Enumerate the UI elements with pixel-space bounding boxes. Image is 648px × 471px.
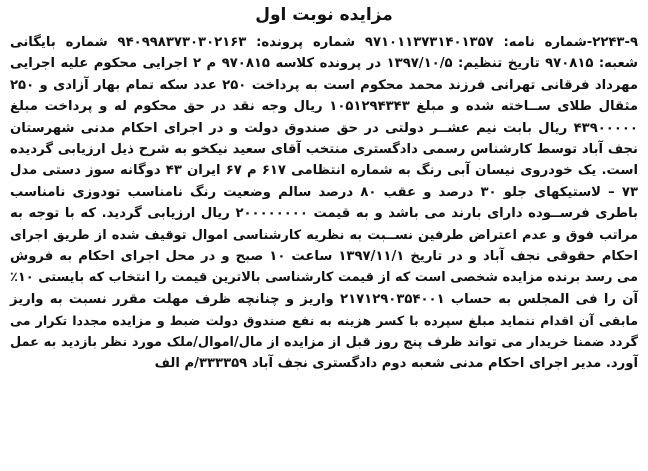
notice-line: مثقال طلای ســاخته شده و مبلغ ۱۰۵۱۲۹۴۳۴۳ ریال وجه نقد در حق محکوم له و پرداخت مبلغ	[10, 99, 638, 115]
notice-line: ۲۲۴۳-۹-شماره نامه: ۹۷۱۰۱۱۳۷۳۱۴۰۱۳۵۷ شماره پرونده: ۹۴۰۹۹۸۳۷۳۰۳۰۲۱۶۳ شماره بایگانی	[10, 35, 638, 50]
notice-line: شعبه: ۹۷۰۸۱۵ تاریخ تنظیم: ۱۳۹۷/۱۰/۵ در پرونده کلاسه ۹۷۰۸۱۵ م ۲ اجرایی محکوم علیه اجرایی	[10, 56, 638, 72]
notice-line: می رسد برنده مزایده شخصی است که از قیمت کارشناسی بالاترین قیمت را انتخاب که بایستی ۱۰٪	[10, 270, 638, 286]
notice-body	[10, 32, 638, 375]
notice-line: مراتب فوق و عدم اعتراض طرفین نســبت به نظریه کارشناسی اموال توقیف شده از طریق اجرای	[10, 227, 638, 243]
notice-line: مهرداد فرقانی تهرانی فرزند محمد محکوم است به پرداخت ۲۵۰ عدد سکه تمام بهار آزادی و ۲۵۰	[10, 77, 638, 93]
notice-line: ۷۳ – لاستیکهای جلو ۳۰ درصد و عقب ۸۰ درصد سالم وضعیت رنگ نامناسب تودوزی نامناسب	[10, 184, 638, 200]
notice-line: ۴۳۹۰۰۰۰۰ ریال بابت نیم عشــر دولتی در حق صندوق دولت و در اجرای احکام مدنی شهرستان	[10, 120, 638, 136]
notice-line-signature: آورد. مدیر اجرای احکام مدنی شعبه دوم دادگستری نجف آباد ۳۳۳۳۵۹/م الف	[154, 356, 638, 372]
notice-line: باطری فرســوده دارای بارند می باشد و به قیمت ۲۰۰۰۰۰۰۰۰ ریال ارزیابی گردید. که با توجه به	[10, 206, 639, 222]
notice-title: مزایده نوبت اول	[255, 5, 393, 25]
notice-line: احکام حقوقی نجف آباد و در تاریخ ۱۳۹۷/۱۱/۱ ساعت ۱۰ صبح و در محل اجرای احکام به فروش	[10, 249, 638, 265]
notice-line: آن را فی المجلس به حساب ۲۱۷۱۲۹۰۳۵۴۰۰۱ واریز و چنانچه ظرف مهلت مقرر نسبت به واریز	[10, 291, 638, 307]
notice-line: است. یک خودروی نیسان آبی رنگ به شماره انتظامی ۶۱۷ م ۶۷ ایران ۴۳ دوگانه سوز دستی مدل	[10, 163, 638, 179]
notice-line: نجف آباد توسط کارشناس رسمی دادگستری منتخب آقای سعید نیکخو به شرح ذیل ارزیابی گردیده	[10, 142, 638, 158]
notice-line: مابقی آن اقدام ننماید مبلغ سپرده با کسر هزینه به نفع صندوق دولت ضبط و مزایده مجددا تکرار می	[10, 313, 638, 329]
notice-line: گردد ضمنا خریدار می تواند ظرف پنج روز قبل از مزایده از مال/اموال/ملک مورد نظر بازدید به عمل	[10, 334, 638, 350]
